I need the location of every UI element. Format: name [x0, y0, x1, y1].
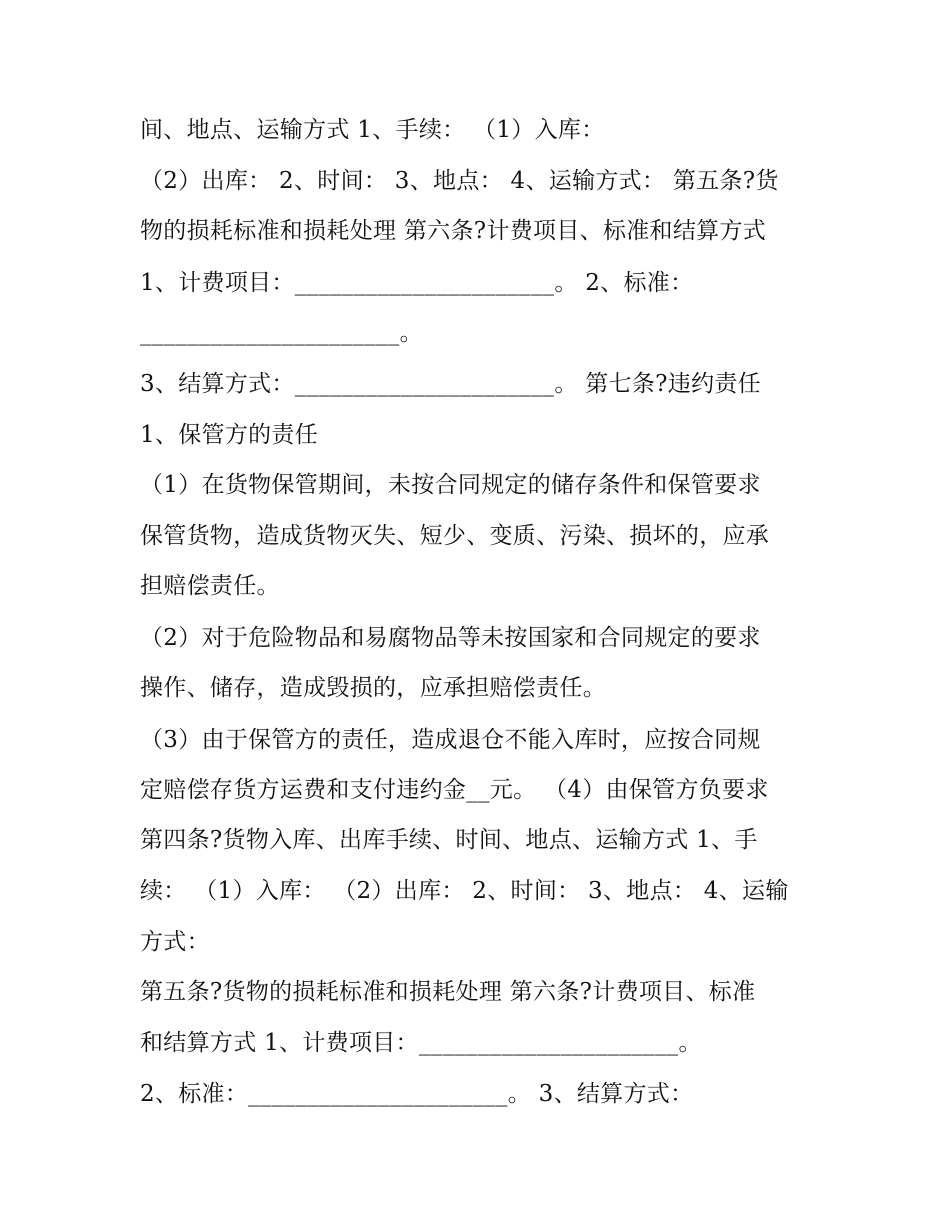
text-line: 1、计费项目：______________________。 2、标准： [140, 270, 694, 296]
text-line: 2、标准：______________________。 3、结算方式： [140, 1081, 694, 1107]
text-line: 续： （1）入库： （2）出库： 2、时间： 3、地点： 4、运输 [140, 878, 789, 904]
text-line: 3、结算方式：______________________。 第七条?违约责任 [140, 371, 761, 397]
text-line: 定赔偿存货方运费和支付违约金__元。 （4）由保管方负要求 [140, 777, 769, 803]
text-line: ______________________。 [140, 320, 423, 346]
text-line: 保管货物，造成货物灭失、短少、变质、污染、损坏的，应承 [140, 523, 770, 549]
text-line: 1、保管方的责任 [140, 422, 319, 448]
text-line: 第四条?货物入库、出库手续、时间、地点、运输方式 1、手 [140, 827, 758, 853]
text-line: 物的损耗标准和损耗处理 第六条?计费项目、标准和结算方式 [140, 218, 767, 244]
text-line: 担赔偿责任。 [140, 573, 280, 599]
text-line: 方式： [140, 929, 210, 955]
text-line: 第五条?货物的损耗标准和损耗处理 第六条?计费项目、标准 [140, 979, 756, 1005]
text-line: 和结算方式 1、计费项目：______________________。 [140, 1030, 702, 1056]
text-line: （2）出库： 2、时间： 3、地点： 4、运输方式： 第五条?货 [140, 168, 779, 194]
text-line: 操作、储存，造成毁损的，应承担赔偿责任。 [140, 675, 606, 701]
text-line: （1）在货物保管期间，未按合同规定的储存条件和保管要求 [140, 472, 761, 498]
text-line: （2）对于危险物品和易腐物品等未按国家和合同规定的要求 [140, 625, 761, 651]
text-line: （3）由于保管方的责任，造成退仓不能入库时，应按合同规 [140, 727, 761, 753]
text-line: 间、地点、运输方式 1、手续： （1）入库： [140, 117, 605, 143]
